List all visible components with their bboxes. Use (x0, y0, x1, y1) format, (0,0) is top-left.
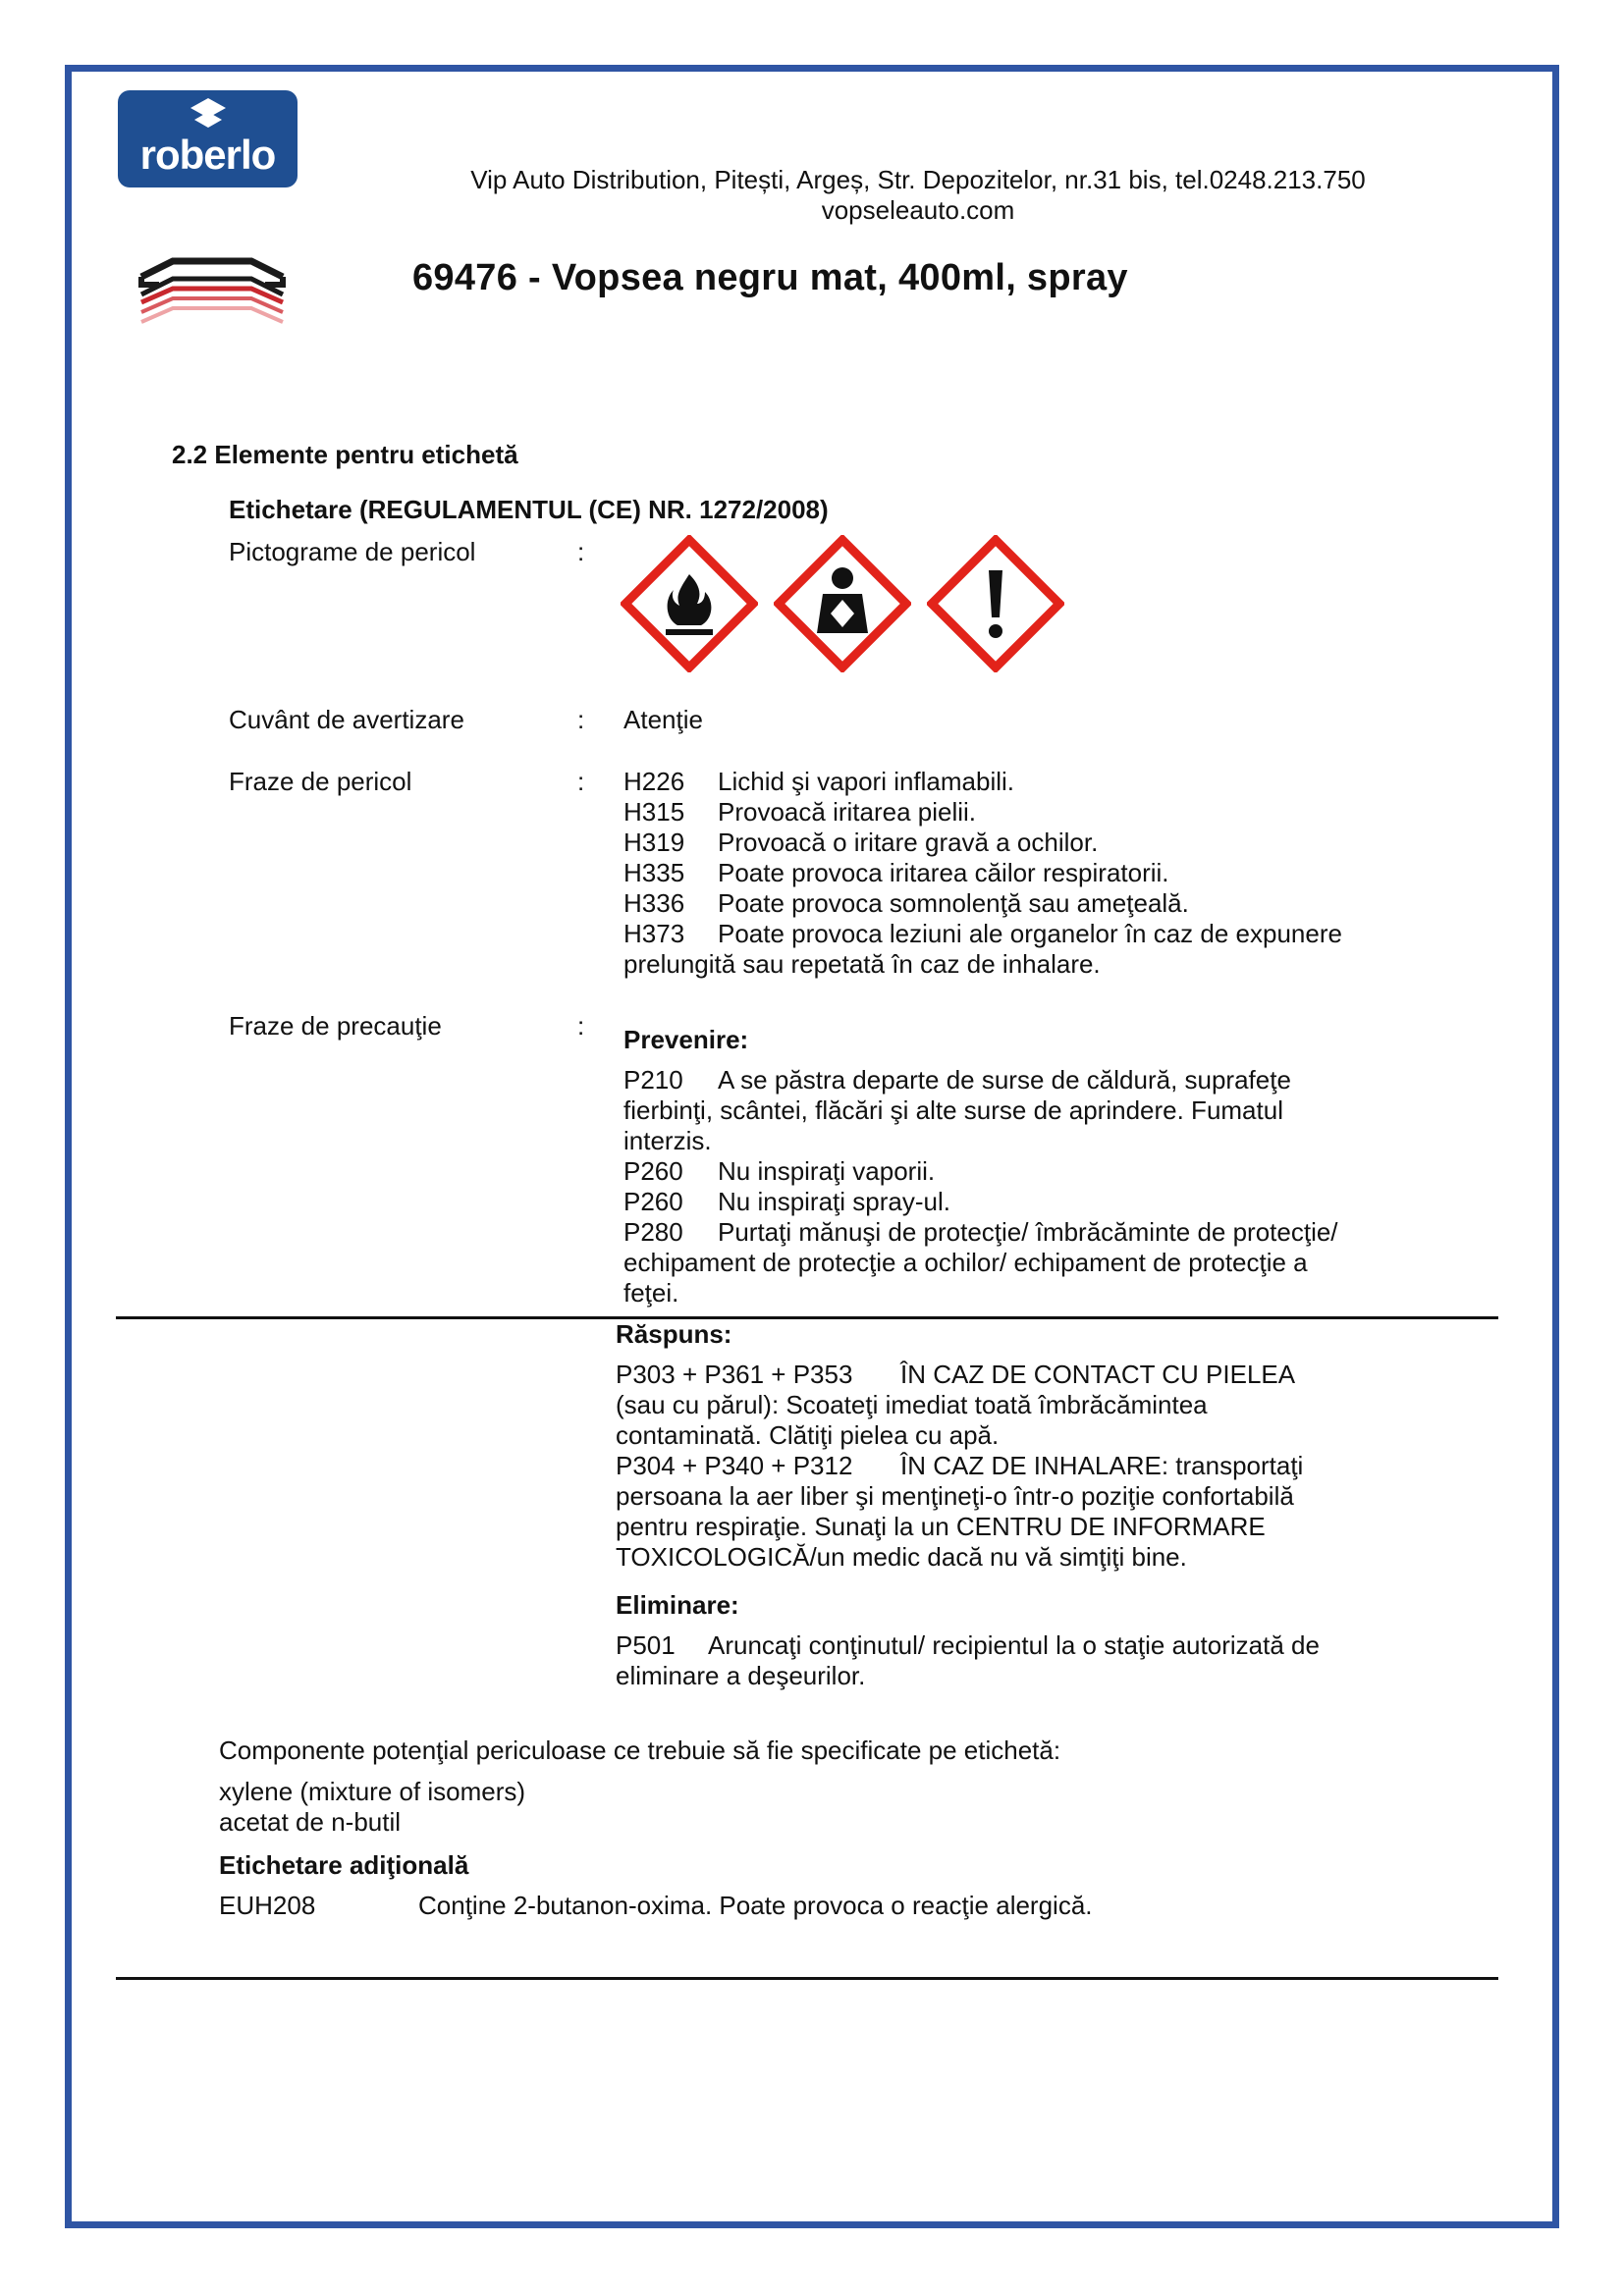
section-end-rule (116, 1977, 1498, 1980)
hazard-statements (623, 767, 1429, 980)
layered-emblem-icon (137, 243, 287, 330)
component-item: acetat de n-butil (219, 1807, 402, 1837)
p280-line: feţei. (623, 1278, 679, 1308)
logo-text: roberlo (139, 132, 276, 178)
hazard-label: Fraze de pericol (229, 767, 412, 796)
hazard-statement: H226 Lichid şi vapori inflamabili. (623, 767, 1015, 796)
disposal-heading: Eliminare: (616, 1590, 739, 1620)
p210-line: P210 A se păstra departe de surse de căldură, suprafeţe (623, 1065, 1291, 1095)
hazard-statement: H315 Provoacă iritarea pielii. (623, 797, 977, 827)
hazard-statement: H373 Poate provoca leziuni ale organelor în caz de expunere (623, 919, 1342, 948)
p210-line: interzis. (623, 1126, 712, 1155)
additional-labeling-heading: Etichetare adiţională (219, 1850, 469, 1880)
product-code: 69476 (412, 257, 518, 298)
component-item: xylene (mixture of isomers) (219, 1777, 526, 1806)
roberlo-logo-mark-icon (185, 96, 232, 133)
precaution-colon: : (577, 1011, 585, 1041)
hazard-colon: : (577, 767, 585, 796)
precaution-label: Fraze de precauţie (229, 1011, 442, 1041)
page-break-rule (116, 1316, 1498, 1319)
signal-word-label: Cuvânt de avertizare (229, 705, 464, 734)
response-heading: Răspuns: (616, 1319, 732, 1349)
p304-line: P304 + P340 + P312 ÎN CAZ DE INHALARE: transportaţi (616, 1451, 1304, 1480)
company-website: vopseleauto.com (821, 195, 1015, 225)
p304-line: persoana la aer liber şi menţineţi-o într-o poziţie confortabilă (616, 1481, 1294, 1511)
p304-line: TOXICOLOGICĂ/un medic dacă nu vă simţiţi bine. (616, 1542, 1187, 1572)
flame-pictogram-icon (621, 535, 758, 672)
document-title (412, 257, 1128, 299)
roberlo-logo (118, 90, 298, 187)
p280-line: P280 Purtaţi mănuşi de protecţie/ îmbrăcăminte de protecţie/ (623, 1217, 1338, 1247)
p260-line: P260 Nu inspiraţi vaporii. (623, 1156, 936, 1186)
euh-statement: EUH208 Conţine 2-butanon-oxima. Poate provoca o reacţie alergică. (219, 1891, 1093, 1920)
section-heading: 2.2 Elemente pentru etichetă (172, 440, 518, 469)
hazard-statement: H336 Poate provoca somnolenţă sau ameţeală. (623, 888, 1189, 918)
exclamation-pictogram-icon (927, 535, 1064, 672)
labeling-heading: Etichetare (REGULAMENTUL (CE) NR. 1272/2008) (229, 495, 829, 524)
p303-line: (sau cu părul): Scoateţi imediat toată îmbrăcămintea (616, 1390, 1208, 1419)
p501-line: eliminare a deşeurilor. (616, 1661, 866, 1690)
prevention-statements (623, 1065, 1429, 1308)
signal-word-colon: : (577, 705, 585, 734)
health-hazard-pictogram-icon (774, 535, 911, 672)
hazard-continuation: prelungită sau repetată în caz de inhalare. (623, 949, 1101, 979)
components-label: Componente potenţial periculoase ce trebuie să fie specificate pe etichetă: (219, 1735, 1061, 1765)
hazard-statement: H335 Poate provoca iritarea căilor respiratorii. (623, 858, 1169, 887)
pictograms-colon: : (577, 537, 585, 566)
prevention-heading: Prevenire: (623, 1025, 749, 1054)
p501-line: P501 Aruncaţi conţinutul/ recipientul la o staţie autorizată de (616, 1630, 1320, 1660)
product-name: - Vopsea negru mat, 400ml, spray (517, 257, 1128, 298)
p303-line: P303 + P361 + P353 ÎN CAZ DE CONTACT CU PIELEA (616, 1360, 1296, 1389)
p210-line: fierbinţi, scântei, flăcări şi alte surse de aprindere. Fumatul (623, 1095, 1283, 1125)
p304-line: pentru respiraţie. Sunaţi la un CENTRU DE INFORMARE (616, 1512, 1266, 1541)
response-statements (616, 1360, 1431, 1573)
hazard-statement: H319 Provoacă o iritare gravă a ochilor. (623, 828, 1099, 857)
pictograms-label: Pictograme de pericol (229, 537, 476, 566)
disposal-statements (616, 1630, 1431, 1691)
p303-line: contaminată. Clătiţi pielea cu apă. (616, 1420, 1000, 1450)
signal-word: Atenţie (623, 705, 703, 734)
p280-line: echipament de protecţie a ochilor/ echipament de protecţie a (623, 1248, 1308, 1277)
company-address: Vip Auto Distribution, Pitești, Argeș, Str. Depozitelor, nr.31 bis, tel.0248.213.750 (470, 165, 1366, 194)
p260-line: P260 Nu inspiraţi spray-ul. (623, 1187, 950, 1216)
